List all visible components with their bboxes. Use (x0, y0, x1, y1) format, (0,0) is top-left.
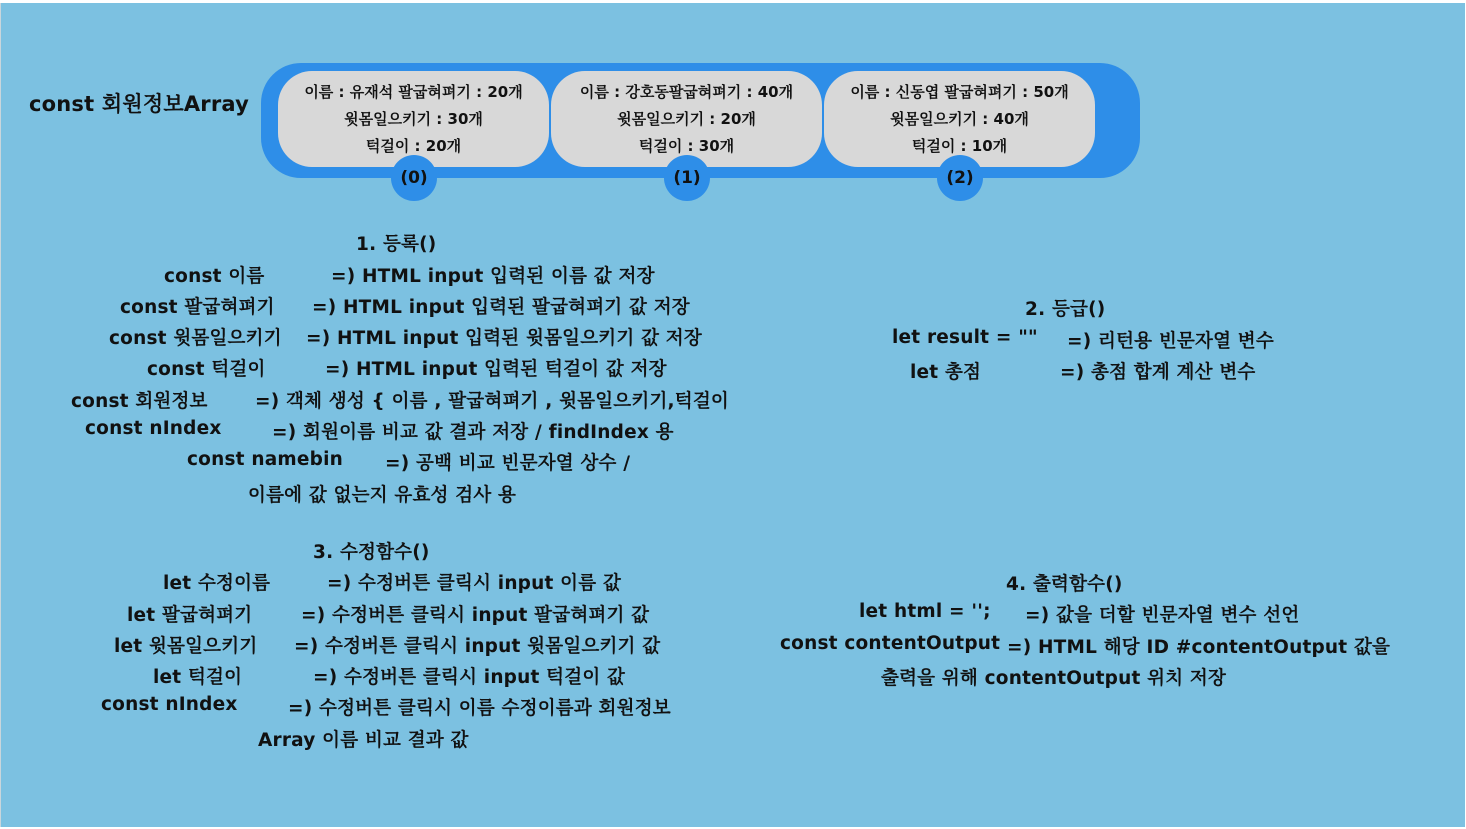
member-line: 이름 : 강호동팔굽혀펴기 : 40개 (579, 83, 794, 101)
grade-var: let result = "" (892, 327, 1038, 348)
register-var: const 윗몸일으키기 (109, 328, 282, 349)
register-desc: =) HTML input 입력된 팔굽혀펴기 값 저장 (312, 297, 690, 318)
grade-desc: =) 리턴용 빈문자열 변수 (1067, 331, 1274, 352)
register-var: const 턱걸이 (147, 359, 266, 380)
grade-title: 2. 등급() (1025, 299, 1106, 320)
output-title: 4. 출력함수() (1006, 574, 1123, 595)
modify-var: const nIndex (101, 694, 238, 715)
output-desc: =) 값을 더할 빈문자열 변수 선언 (1025, 605, 1300, 626)
member-card (278, 71, 549, 167)
member-line: 턱걸이 : 30개 (638, 137, 735, 155)
register-title: 1. 등록() (356, 234, 437, 255)
register-var: const 회원정보 (71, 391, 208, 412)
register-var: const 이름 (164, 266, 265, 287)
modify-var: let 윗몸일으키기 (114, 636, 258, 657)
register-desc: =) 회원이름 비교 값 결과 저장 / findIndex 용 (272, 422, 674, 443)
grade-desc: =) 총점 합계 계산 변수 (1060, 362, 1256, 383)
modify-desc: =) 수정버튼 클릭시 input 이름 값 (327, 573, 622, 594)
member-card (551, 71, 822, 167)
register-var: const nIndex (85, 418, 222, 439)
register-desc: =) HTML input 입력된 윗몸일으키기 값 저장 (306, 328, 702, 349)
modify-desc: =) 수정버튼 클릭시 input 턱걸이 값 (313, 667, 626, 688)
register-desc-cont: 이름에 값 없는지 유효성 검사 용 (248, 485, 517, 506)
modify-var: let 턱걸이 (153, 667, 243, 688)
array-index-badge: (0) (391, 155, 437, 201)
modify-desc-cont: Array 이름 비교 결과 값 (258, 730, 469, 751)
slide-canvas (0, 3, 1465, 827)
modify-desc: =) 수정버튼 클릭시 input 윗몸일으키기 값 (294, 636, 661, 657)
modify-var: let 팔굽혀펴기 (127, 605, 253, 626)
array-index-badge: (2) (937, 155, 983, 201)
register-desc: =) 객체 생성 { 이름 , 팔굽혀펴기 , 윗몸일으키기,턱걸이 (255, 391, 729, 412)
modify-desc: =) 수정버튼 클릭시 input 팔굽혀펴기 값 (301, 605, 650, 626)
modify-title: 3. 수정함수() (313, 542, 430, 563)
register-desc: =) HTML input 입력된 이름 값 저장 (331, 266, 655, 287)
array-label: const 회원정보Array (29, 92, 249, 116)
output-var: let html = ''; (859, 601, 991, 622)
member-line: 이름 : 유재석 팔굽혀펴기 : 20개 (304, 83, 523, 101)
register-desc: =) 공백 비교 빈문자열 상수 / (385, 453, 631, 474)
member-line: 윗몸일으키기 : 40개 (890, 110, 1029, 128)
register-desc: =) HTML input 입력된 턱걸이 값 저장 (325, 359, 667, 380)
grade-var: let 총점 (910, 362, 982, 383)
modify-desc: =) 수정버튼 클릭시 이름 수정이름과 회원정보 (288, 698, 671, 719)
member-line: 이름 : 신동엽 팔굽혀펴기 : 50개 (850, 83, 1069, 101)
member-line: 턱걸이 : 20개 (365, 137, 462, 155)
modify-var: let 수정이름 (163, 573, 271, 594)
register-var: const 팔굽혀펴기 (120, 297, 275, 318)
output-desc: =) HTML 해당 ID #contentOutput 값을 (1007, 637, 1391, 658)
output-var: const contentOutput (780, 633, 1001, 654)
member-line: 윗몸일으키기 : 30개 (344, 110, 483, 128)
member-line: 윗몸일으키기 : 20개 (617, 110, 756, 128)
output-desc-cont: 출력을 위해 contentOutput 위치 저장 (881, 668, 1227, 689)
member-card (824, 71, 1095, 167)
member-line: 턱걸이 : 10개 (911, 137, 1008, 155)
register-var: const namebin (187, 449, 343, 470)
array-index-badge: (1) (664, 155, 710, 201)
